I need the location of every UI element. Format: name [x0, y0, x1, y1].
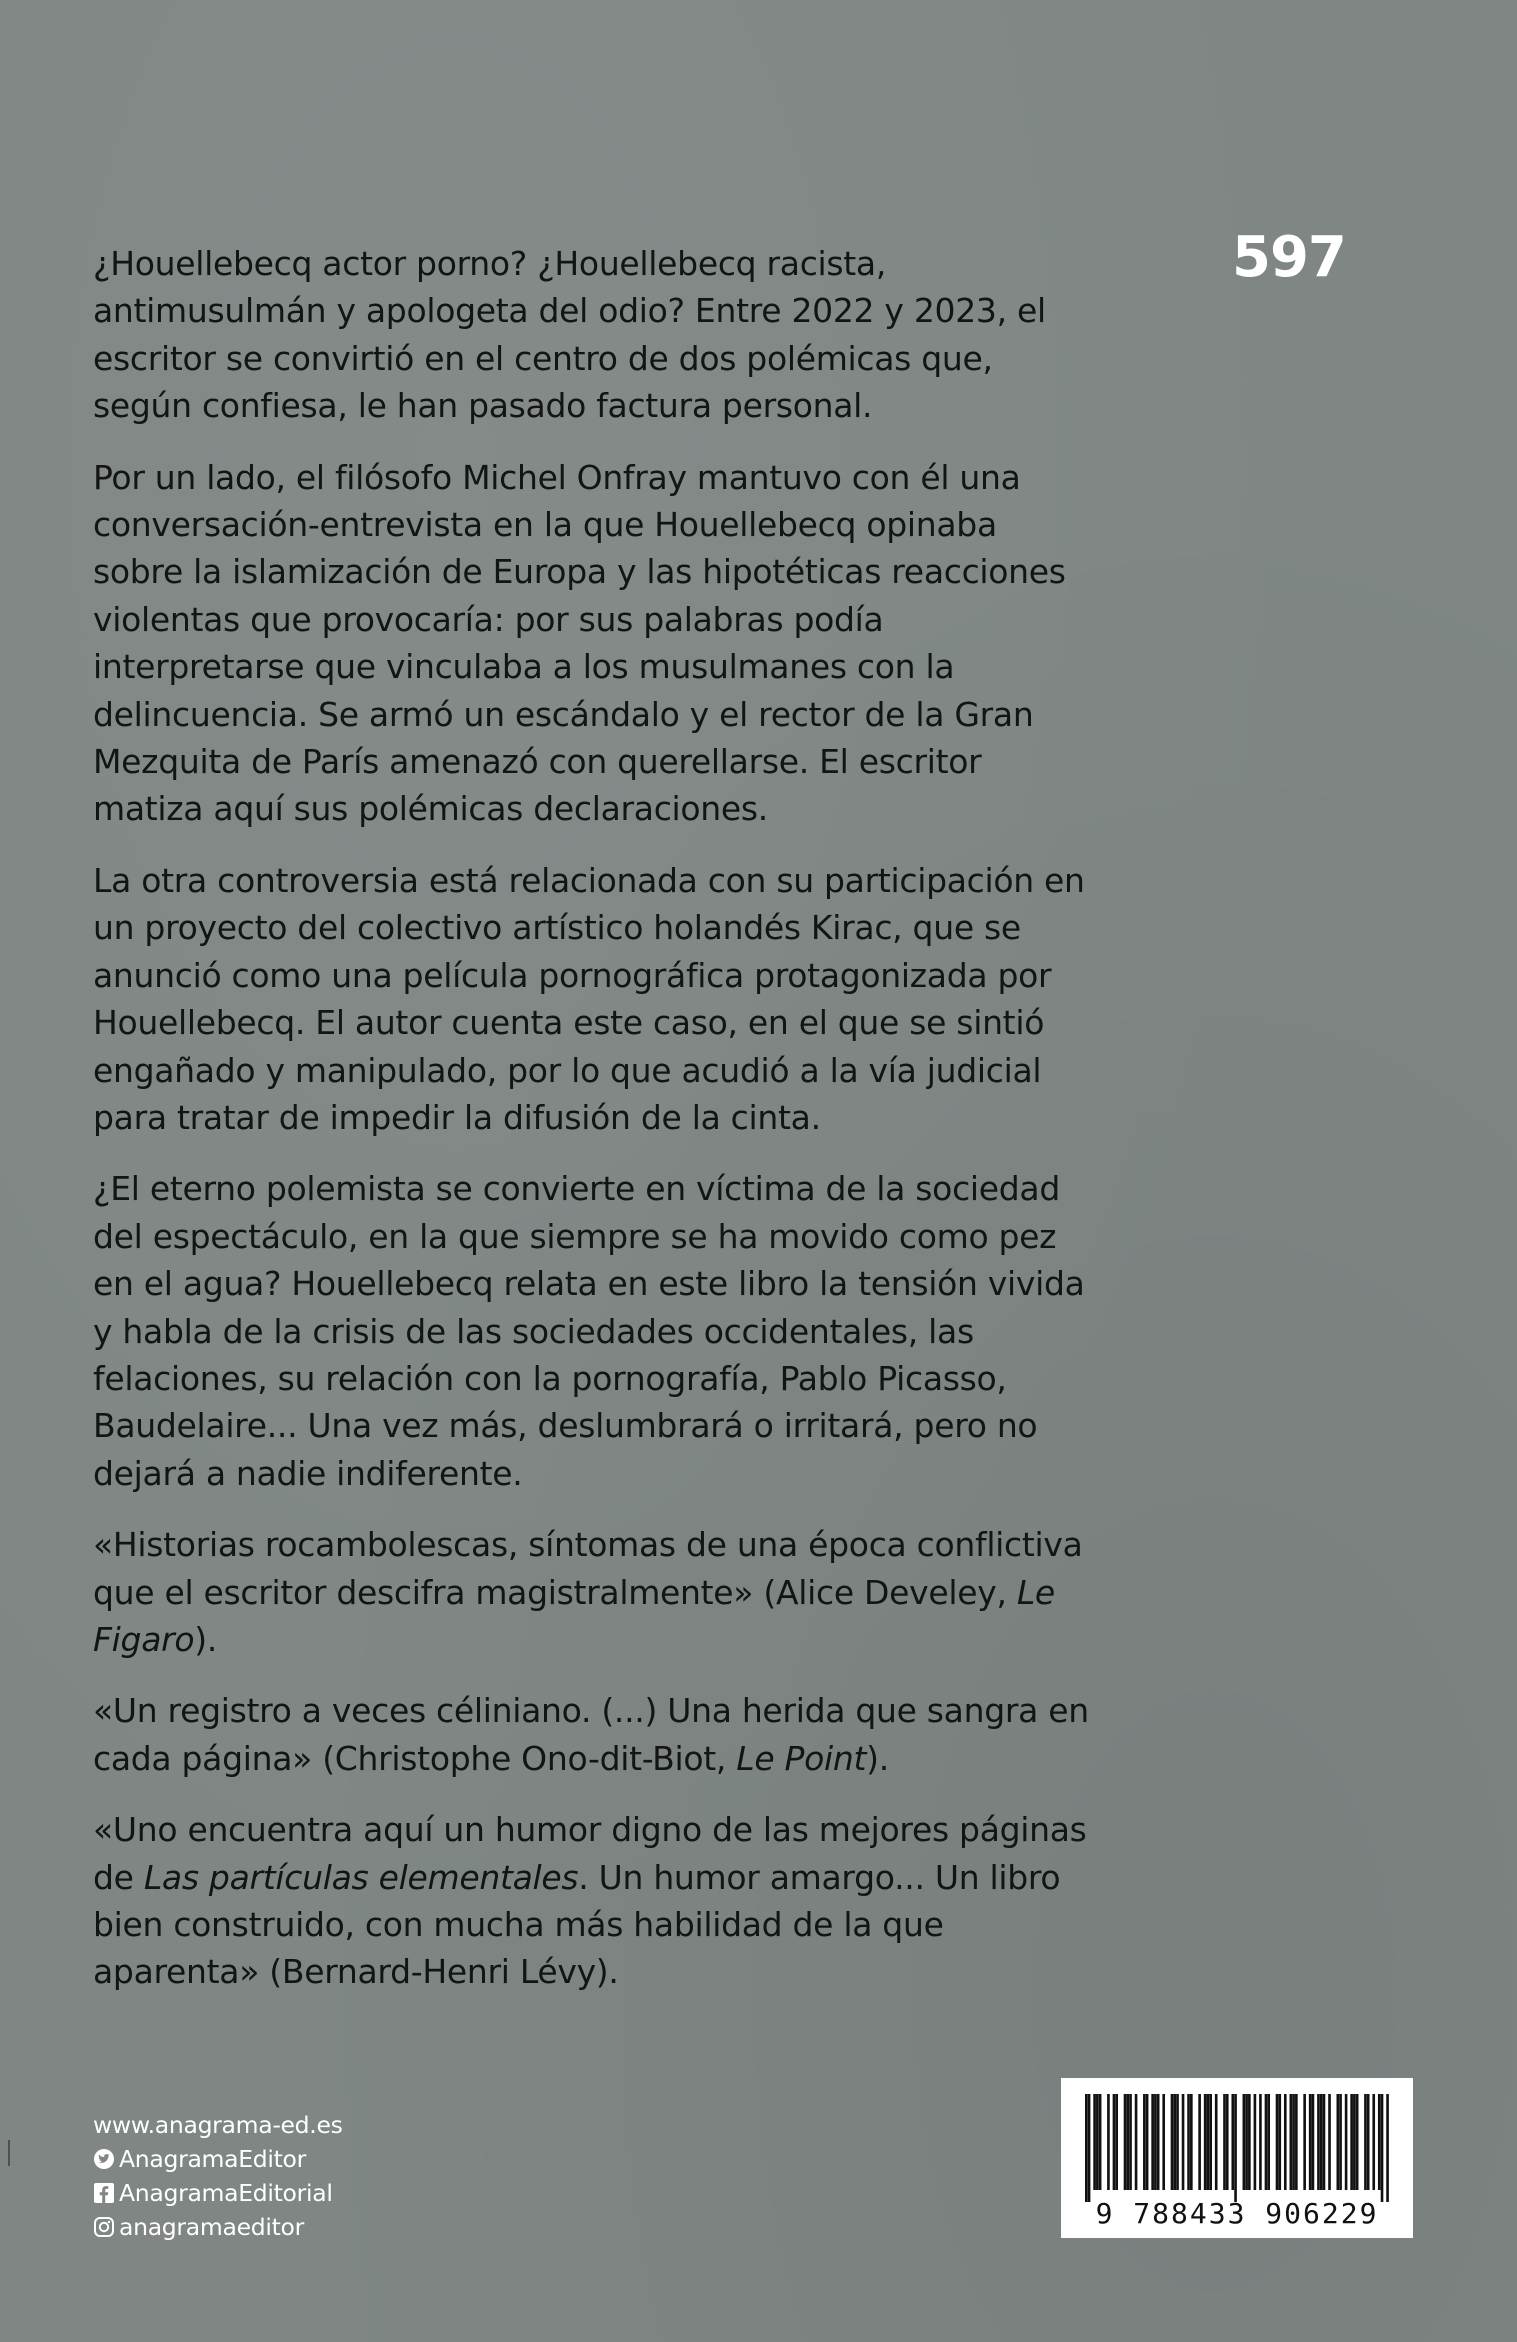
barcode-bar	[1290, 2094, 1293, 2190]
facebook-handle: AnagramaEditorial	[119, 2179, 333, 2207]
book-title-reference: Las partículas elementales	[143, 1857, 579, 1897]
review-quote-text: «Historias rocambolescas, síntomas de una época conflictiva que el escritor descifra magistralmente» (Alice Develey,	[93, 1525, 1083, 1612]
review-quote-text: «Un registro a veces céliniano. (...) Una herida que sangra en cada página» (Christophe Ono-dit-Biot,	[93, 1691, 1089, 1778]
barcode-bar	[1182, 2094, 1185, 2190]
barcode-bar	[1364, 2094, 1367, 2190]
edge-scuff	[8, 2140, 10, 2166]
barcode-bar	[1129, 2094, 1132, 2190]
blurb-paragraph-2: Por un lado, el filósofo Michel Onfray mantuvo con él una conversación-entrevista en la que Houellebecq opinaba sobre la islamización de Europa y las hipotéticas reacciones violentas que provocaría: por sus palabras podía interpretarse que vinculaba a los musulmanes con la delincuencia. Se armó un escándalo y el rector de la Gran Mezquita de París amenazó con querellarse. El escritor matiza aquí sus polémicas declaraciones.	[93, 457, 1066, 829]
barcode-bar	[1381, 2094, 1384, 2202]
barcode-bar	[1231, 2094, 1234, 2190]
barcode-bar	[1278, 2094, 1281, 2190]
barcode-bar	[1284, 2094, 1287, 2190]
instagram-link[interactable]	[93, 2210, 343, 2244]
barcode-bar	[1254, 2094, 1257, 2190]
barcode-bar	[1265, 2094, 1268, 2190]
barcode-bar	[1146, 2094, 1149, 2190]
barcode-bar	[1356, 2094, 1359, 2190]
barcode-bar	[1378, 2094, 1381, 2190]
barcode-bar	[1259, 2094, 1262, 2190]
barcode-bar	[1245, 2094, 1248, 2190]
barcode-bar	[1207, 2094, 1210, 2190]
barcode-bar	[1126, 2094, 1129, 2190]
review-quote-end: . Un humor amargo... Un libro bien construido, con mucha más habilidad de la que aparenta» (Bernard-Henri Lévy).	[93, 1857, 1061, 1992]
barcode-bar	[1339, 2094, 1342, 2190]
review-quote-1	[93, 1521, 1093, 1663]
barcode-bar	[1107, 2094, 1110, 2190]
barcode-bar	[1303, 2094, 1306, 2190]
barcode-bar	[1317, 2094, 1320, 2190]
barcode-bar	[1276, 2094, 1279, 2190]
barcode-bar	[1323, 2094, 1326, 2190]
barcode-bar	[1226, 2094, 1229, 2190]
blurb-paragraph-3: La otra controversia está relacionada con su participación en un proyecto del colectivo artístico holandés Kirac, que se anunció como una película pornográfica protagonizada por Houellebecq. El autor cuenta este caso, en el que se sintió engañado y manipulado, por lo que acudió a la vía judicial para tratar de impedir la difusión de la cinta.	[93, 860, 1085, 1137]
barcode-bar	[1143, 2094, 1146, 2190]
barcode-bar	[1198, 2094, 1201, 2190]
twitter-bird-icon	[93, 2148, 115, 2170]
barcode-bar	[1135, 2094, 1138, 2190]
barcode-bar	[1267, 2094, 1270, 2190]
publisher-contacts	[93, 2108, 343, 2244]
barcode-bar	[1093, 2094, 1096, 2190]
barcode-bar	[1088, 2094, 1091, 2202]
barcode-bar	[1336, 2094, 1339, 2190]
barcode-bar	[1187, 2094, 1190, 2190]
barcode-bar	[1350, 2094, 1353, 2190]
barcode-bar	[1320, 2094, 1323, 2190]
blurb-paragraph-1: ¿Houellebecq actor porno? ¿Houellebecq racista, antimusulmán y apologeta del odio? Entre 2022 y 2023, el escritor se convirtió en el centro de dos polémicas que, según confiesa, le han pasado factura personal.	[93, 244, 1046, 426]
instagram-camera-icon	[93, 2216, 115, 2238]
facebook-link[interactable]	[93, 2176, 343, 2210]
review-quote-end: ).	[194, 1619, 218, 1659]
barcode-bar	[1367, 2094, 1370, 2190]
isbn-barcode	[1061, 2078, 1413, 2238]
review-quote-text: «Uno encuentra aquí un humor digno de las mejores páginas de	[93, 1810, 1087, 1897]
barcode-bar	[1124, 2094, 1127, 2190]
review-source: Le Point	[736, 1738, 867, 1778]
barcode-bar	[1295, 2094, 1298, 2190]
barcode-bar	[1204, 2094, 1207, 2190]
twitter-link[interactable]	[93, 2142, 343, 2176]
barcode-bar	[1154, 2094, 1157, 2190]
barcode-bar	[1176, 2094, 1179, 2190]
barcode-bar	[1099, 2094, 1102, 2190]
blurb-paragraph-4: ¿El eterno polemista se convierte en víctima de la sociedad del espectáculo, en la que siempre se ha movido como pez en el agua? Houellebecq relata en este libro la tensión vivida y habla de la crisis de las sociedades occidentales, las felaciones, su relación con la pornografía, Pablo Picasso, Baudelaire... Una vez más, deslumbrará o irritará, pero no dejará a nadie indiferente.	[93, 1169, 1085, 1493]
review-quote-3	[93, 1806, 1093, 1996]
instagram-handle: anagramaeditor	[119, 2213, 304, 2241]
review-quote-2	[93, 1687, 1093, 1782]
barcode-bar	[1115, 2094, 1118, 2190]
barcode-bar	[1171, 2094, 1174, 2190]
barcode-bar	[1215, 2094, 1218, 2190]
barcode-bar	[1190, 2094, 1193, 2190]
barcode-bar	[1328, 2094, 1331, 2190]
review-source: Le Figaro	[93, 1572, 1055, 1659]
barcode-bar	[1209, 2094, 1212, 2190]
website-text: www.anagrama-ed.es	[93, 2111, 343, 2139]
barcode-bar	[1113, 2094, 1116, 2190]
barcode-bar	[1096, 2094, 1099, 2190]
barcode-bar	[1312, 2094, 1315, 2190]
barcode-bar	[1372, 2094, 1375, 2190]
barcode-bar	[1173, 2094, 1176, 2190]
barcode-bar	[1309, 2094, 1312, 2190]
barcode-bar	[1151, 2094, 1154, 2190]
website-link[interactable]	[93, 2108, 343, 2142]
barcode-bar	[1292, 2094, 1295, 2190]
review-quote-end: ).	[866, 1738, 889, 1778]
isbn-digits: 9 788433 906229	[1095, 2197, 1379, 2230]
twitter-handle: AnagramaEditor	[119, 2145, 306, 2173]
barcode-bar	[1223, 2094, 1226, 2190]
barcode-bar	[1353, 2094, 1356, 2190]
barcode-bar	[1234, 2094, 1237, 2202]
barcode-bar	[1157, 2094, 1160, 2190]
facebook-f-icon	[93, 2182, 115, 2204]
barcode-bar	[1248, 2094, 1251, 2190]
blurb	[93, 240, 1093, 1996]
barcode-bar	[1162, 2094, 1165, 2190]
barcode-bar	[1345, 2094, 1348, 2190]
barcode-bar	[1243, 2094, 1246, 2190]
barcode-bar	[1085, 2094, 1088, 2202]
barcode-bar	[1386, 2094, 1389, 2202]
series-number: 597	[1232, 225, 1346, 290]
